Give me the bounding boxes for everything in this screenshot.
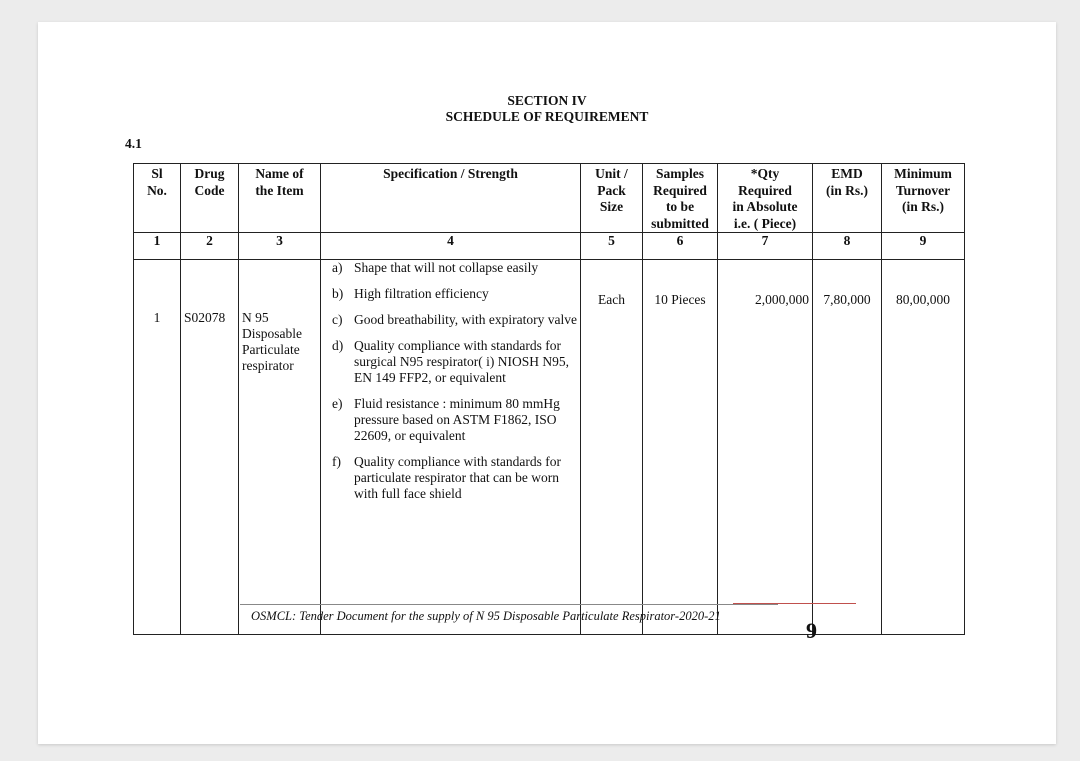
section-number: 4.1: [125, 136, 142, 151]
header-line: Required: [653, 182, 707, 198]
specification-list: [324, 260, 577, 502]
cell-item-name: N 95 Disposable Particulate respirator: [239, 260, 321, 635]
spec-item: [324, 454, 577, 502]
header-line: Size: [599, 199, 624, 214]
header-line: Name of: [255, 166, 304, 181]
spec-text: Shape that will not collapse easily: [354, 260, 539, 275]
column-number: 6: [643, 233, 718, 260]
requirements-table: [133, 163, 965, 635]
header-samples: [643, 164, 718, 233]
column-number: 9: [882, 233, 965, 260]
footer-divider: [240, 604, 778, 605]
header-line: in Absolute: [732, 199, 798, 214]
header-line: EMD: [831, 166, 863, 181]
spec-item: [324, 286, 577, 302]
spec-letter: c): [332, 312, 343, 327]
cell-emd: 7,80,000: [813, 260, 882, 635]
header-line: Pack: [597, 182, 626, 198]
document-page: [38, 22, 1056, 744]
column-number: 8: [813, 233, 882, 260]
header-line: submitted: [651, 215, 709, 231]
header-emd: [813, 164, 882, 233]
column-number: 4: [321, 233, 581, 260]
header-line: Drug: [194, 166, 225, 181]
table-row: [134, 260, 965, 635]
header-line: (in Rs.): [825, 182, 868, 198]
cell-sl-no: 1: [134, 260, 181, 635]
header-line: i.e. ( Piece): [733, 215, 797, 231]
page-number: 9: [806, 618, 817, 643]
header-qty: [718, 164, 813, 233]
header-turnover: [882, 164, 965, 233]
cell-unit-pack-size: Each: [581, 260, 643, 635]
header-line: Unit /: [595, 166, 628, 181]
spec-text: Quality compliance with standards for surgical N95 respirator( i) NIOSH N95, EN 149 FFP2, or equivalent: [354, 338, 569, 385]
header-line: Samples: [655, 166, 704, 181]
spec-item: [324, 260, 577, 276]
column-number: 7: [718, 233, 813, 260]
column-number-row: [134, 233, 965, 260]
header-line: (in Rs.): [901, 199, 944, 214]
spec-letter: d): [332, 338, 344, 353]
section-heading: SECTION IV: [507, 93, 587, 108]
header-line: No.: [147, 182, 167, 198]
header-line: *Qty: [750, 166, 780, 181]
footer-text: OSMCL: Tender Document for the supply of N 95 Disposable Particulate Respirator-2020-21: [251, 609, 721, 623]
spec-letter: b): [332, 286, 344, 301]
spec-text: Fluid resistance : minimum 80 mmHg pressure based on ASTM F1862, ISO 22609, or equivalent: [354, 396, 560, 443]
spec-text: Good breathability, with expiratory valve: [354, 312, 577, 327]
spec-item: [324, 396, 577, 444]
column-number: 3: [239, 233, 321, 260]
spec-text: High filtration efficiency: [354, 286, 489, 301]
spec-item: [324, 312, 577, 328]
header-line: the Item: [255, 182, 304, 198]
column-number: 1: [134, 233, 181, 260]
header-drug-code: [181, 164, 239, 233]
cell-specification: [321, 260, 581, 635]
cell-turnover: 80,00,000: [882, 260, 965, 635]
schedule-title: SCHEDULE OF REQUIREMENT: [445, 109, 649, 124]
cell-samples: 10 Pieces: [643, 260, 718, 635]
header-specification: [321, 164, 581, 233]
header-line: Minimum: [894, 166, 952, 181]
footer-divider-accent: [733, 603, 856, 604]
cell-qty: 2,000,000: [718, 260, 813, 635]
table-header-row: [134, 164, 965, 233]
header-item-name: [239, 164, 321, 233]
spec-letter: f): [332, 454, 341, 469]
header-line: Specification / Strength: [383, 166, 518, 181]
header-line: Sl: [151, 166, 163, 181]
cell-drug-code: S02078: [181, 260, 239, 635]
header-line: Required: [738, 182, 792, 198]
spec-letter: e): [332, 396, 343, 411]
column-number: 2: [181, 233, 239, 260]
header-sl-no: [134, 164, 181, 233]
header-line: Code: [194, 182, 225, 198]
spec-text: Quality compliance with standards for particulate respirator that can be worn with full face shield: [354, 454, 561, 501]
spec-letter: a): [332, 260, 343, 275]
header-unit-pack-size: [581, 164, 643, 233]
spec-item: [324, 338, 577, 386]
header-line: Turnover: [895, 182, 951, 198]
header-line: to be: [665, 199, 695, 214]
column-number: 5: [581, 233, 643, 260]
